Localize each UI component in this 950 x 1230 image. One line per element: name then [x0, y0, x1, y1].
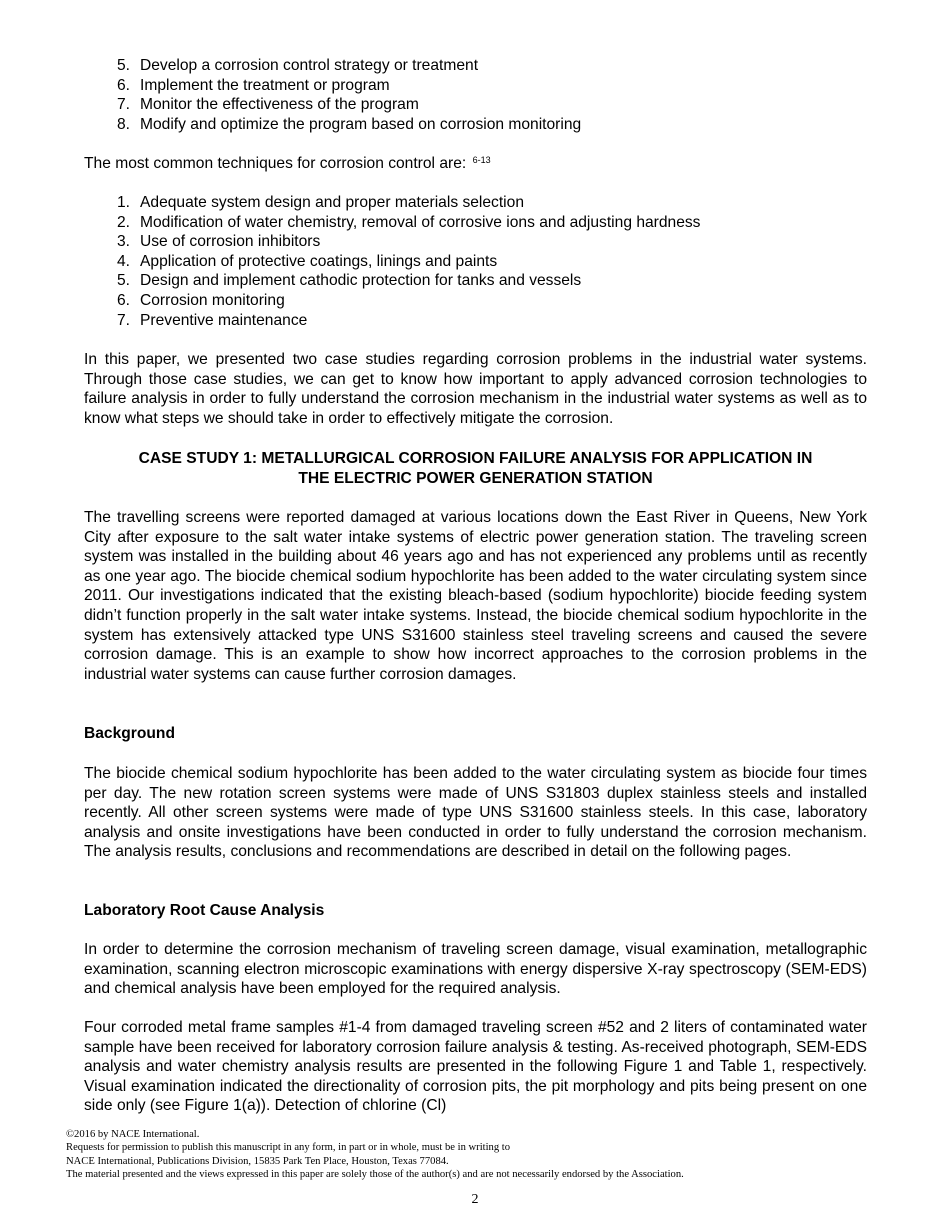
list-text: Modify and optimize the program based on corrosion monitoring: [140, 115, 582, 133]
list-text: Develop a corrosion control strategy or treatment: [140, 57, 479, 74]
list-number: 4 .: [108, 252, 130, 272]
list-item: [108, 193, 700, 213]
reference-superscript: 6-13: [472, 155, 491, 165]
list-text: Implement the treatment or program: [140, 76, 390, 94]
list-text: Modification of water chemistry, removal of corrosive ions and adjusting hardness: [140, 213, 701, 231]
list-number: 6 .: [108, 291, 130, 311]
list-item: [108, 291, 700, 311]
list-number: 1 .: [108, 193, 130, 213]
list-text: Preventive maintenance: [140, 311, 308, 329]
list-item: [108, 115, 581, 135]
list-item: [108, 252, 700, 272]
background-heading: Background: [84, 725, 175, 742]
techniques-intro: [84, 154, 867, 174]
list-item: [108, 56, 581, 76]
list-text: Application of protective coatings, linings and paints: [140, 252, 498, 270]
list-text: Monitor the effectiveness of the program: [140, 96, 419, 114]
heading-line: THE ELECTRIC POWER GENERATION STATION: [298, 469, 653, 487]
list-number: 6 .: [108, 76, 130, 96]
list-item: [108, 95, 581, 115]
list-text: Use of corrosion inhibitors: [140, 233, 321, 251]
page-number: 2: [471, 1192, 479, 1207]
lab-analysis-heading: Laboratory Root Cause Analysis: [84, 902, 325, 919]
list-number: 2 .: [108, 213, 130, 233]
list-text: Design and implement cathodic protection for tanks and vessels: [140, 272, 582, 290]
list-item: [108, 311, 700, 331]
intro-paragraph: In this paper, we presented two case studies regarding corrosion problems in the industrial water systems. Through those case studies, we can get to know how important to apply advanced corrosion technologies to failure analysis in order to fully understand the corrosion mechanism in the industrial water systems as well as to know what steps we should take in order to effectively mitigate the corrosion.: [84, 351, 867, 427]
footer-line: ©2016 by NACE International.: [66, 1129, 200, 1140]
lab-paragraph-1: In order to determine the corrosion mechanism of traveling screen damage, visual examination, metallographic examination, scanning electron microscopic examinations with energy dispersive X-ray spectroscopy (SEM-EDS) and chemical analysis have been employed for the required analysis.: [84, 941, 867, 998]
techniques-list: [108, 193, 700, 330]
lab-paragraph-2: Four corroded metal frame samples #1-4 from damaged traveling screen #52 and 2 liters of contaminated water sample have been received for laboratory corrosion failure analysis & testing. As-received photograph, SEM-EDS analysis and water chemistry analysis results are presented in the following Figure 1 and Table 1, respectively. Visual examination indicated the directionality of corrosion pits, the pit morphology and pits being present on one side only (see Figure 1(a)). Detection of chlorine (Cl): [84, 1019, 867, 1115]
copyright-footer: [66, 1128, 684, 1182]
footer-line: NACE International, Publications Division, 15835 Park Ten Place, Houston, Texas 77084.: [66, 1155, 449, 1167]
case-study-paragraph: The travelling screens were reported damaged at various locations down the East River in Queens, New York City after exposure to the salt water intake systems of electric power generation station. The traveling screen system was installed in the building about 46 years ago and has not experienced any problems until as recently as one year ago. The biocide chemical sodium hypochlorite has been added to the water circulating system since 2011. Our investigations indicated that the existing bleach-based (sodium hypochlorite) biocide feeding system didn’t function properly in the salt water intake systems. Instead, the biocide chemical sodium hypochlorite in the system has extensively attacked type UNS S31600 stainless steel traveling screens and caused the severe corrosion damage. This is an example to show how incorrect approaches to the corrosion problems in the industrial water systems can cause further corrosion damages.: [84, 509, 867, 683]
list-item: [108, 232, 700, 252]
steps-list: [108, 56, 581, 134]
list-number: 3 .: [108, 232, 130, 252]
case-study-heading: [84, 449, 867, 488]
list-number: 8 .: [108, 115, 130, 135]
footer-line: Requests for permission to publish this manuscript in any form, in part or in whole, must be in writing to: [66, 1142, 511, 1154]
background-paragraph: The biocide chemical sodium hypochlorite has been added to the water circulating system as biocide four times per day. The new rotation screen systems were made of UNS S31803 duplex stainless steels and installed recently. All other screen systems were made of type UNS S31600 stainless steels. In this case, laboratory analysis and onsite investigations have been conducted in order to fully understand the corrosion mechanism. The analysis results, conclusions and recommendations are described in detail on the following pages.: [84, 765, 867, 861]
list-number: 5 .: [108, 271, 130, 291]
list-number: 7 .: [108, 95, 130, 115]
list-item: [108, 213, 700, 233]
list-number: 5 .: [108, 56, 130, 76]
list-item: [108, 271, 700, 291]
list-item: [108, 76, 581, 96]
list-number: 7 .: [108, 311, 130, 331]
intro-text: The most common techniques for corrosion control are:: [84, 155, 467, 172]
list-text: Corrosion monitoring: [140, 291, 285, 309]
list-text: Adequate system design and proper materials selection: [140, 194, 524, 211]
heading-line: CASE STUDY 1: METALLURGICAL CORROSION FAILURE ANALYSIS FOR APPLICATION IN: [138, 450, 813, 467]
footer-line: The material presented and the views expressed in this paper are solely those of the author(s) and are not necessarily endorsed by the Association.: [66, 1169, 684, 1181]
